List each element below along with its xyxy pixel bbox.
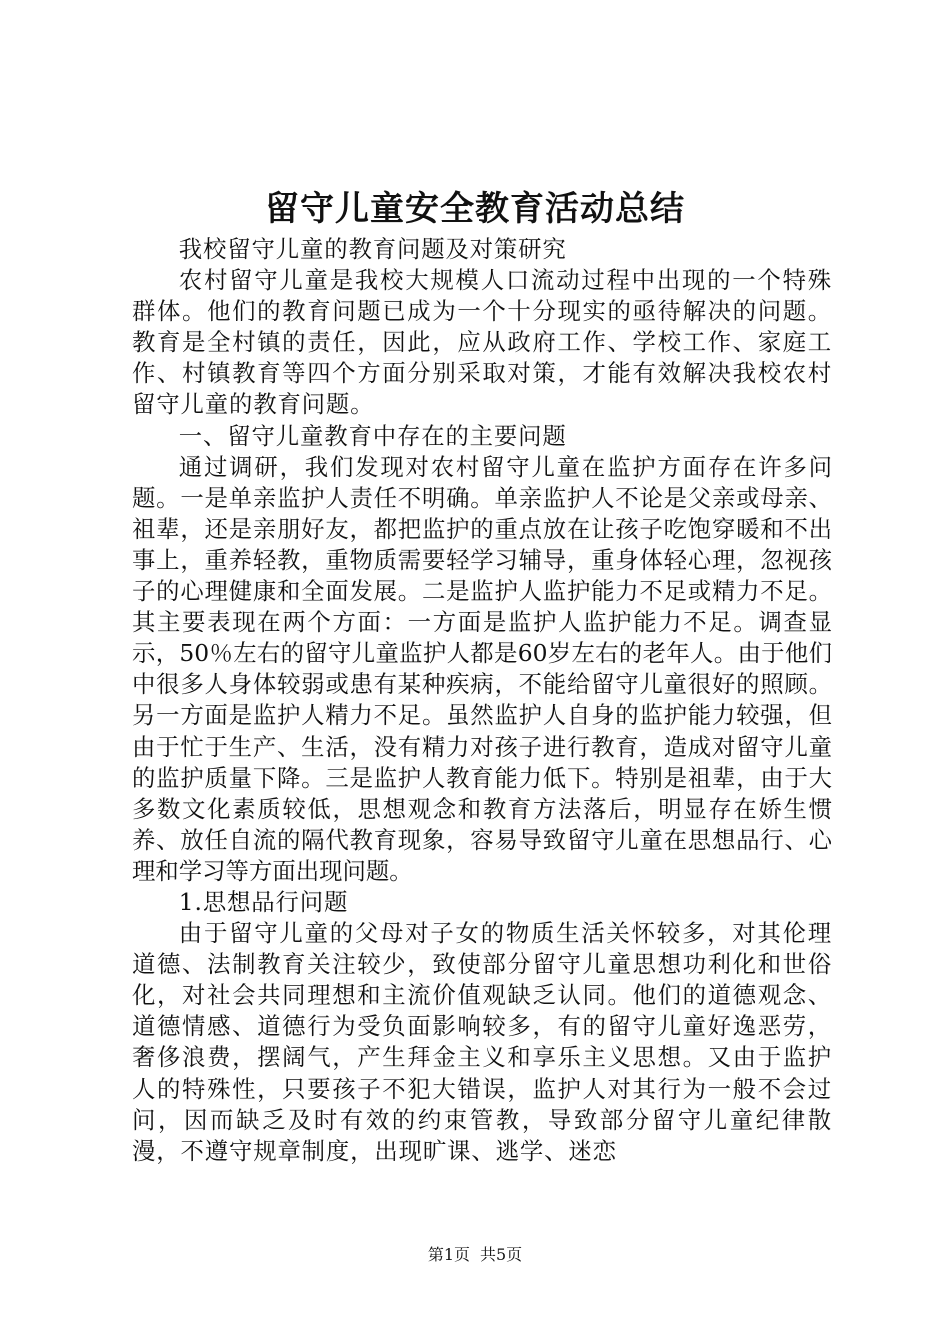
document-title: 留守儿童安全教育活动总结 (265, 189, 685, 229)
paragraph-intro: 农村留守儿童是我校大规模人口流动过程中出现的一个特殊群体。他们的教育问题已成为一个十分现实的亟待解决的问题。教育是全村镇的责任，因此，应从政府工作、学校工作、家庭工作、村镇教育等四个方面分别采取对策，才能有效解决我校农村留守儿童的教育问题。 (132, 266, 832, 419)
section-heading-main-problems: 一、留守儿童教育中存在的主要问题 (178, 421, 567, 450)
page-number: 第1页 (427, 1245, 470, 1264)
paragraph-guardianship-problems: 通过调研，我们发现对农村留守儿童在监护方面存在许多问题。一是单亲监护人责任不明确。单亲监护人不论是父亲或母亲、祖辈，还是亲朋好友，都把监护的重点放在让孩子吃饱穿暖和不出事上，重养轻教，重物质需要轻学习辅导，重身体轻心理，忽视孩子的心理健康和全面发展。二是监护人监护能力不足或精力不足。其主要表现在两个方面：一方面是监护人监护能力不足。调查显示，50％左右的留守儿童监护人都是60岁左右的老年人。由于他们中很多人身体较弱或患有某种疾病，不能给留守儿童很好的照顾。另一方面是监护人精力不足。虽然监护人自身的监护能力较强，但由于忙于生产、生活，没有精力对孩子进行教育，造成对留守儿童的监护质量下降。三是监护人教育能力低下。特别是祖辈，由于大多数文化素质较低，思想观念和教育方法落后，明显存在娇生惯养、放任自流的隔代教育现象，容易导致留守儿童在思想品行、心理和学习等方面出现问题。 (132, 452, 832, 885)
page-total: 共5页 (480, 1245, 523, 1264)
page-footer (0, 1243, 950, 1267)
paragraph-subtitle: 我校留守儿童的教育问题及对策研究 (178, 235, 567, 263)
paragraph-moral-behavior: 由于留守儿童的父母对子女的物质生活关怀较多，对其伦理道德、法制教育关注较少，致使部分留守儿童思想功利化和世俗化，对社会共同理想和主流价值观缺乏认同。他们的道德观念、道德情感、道德行为受负面影响较多，有的留守儿童好逸恶劳，奢侈浪费，摆阔气，产生拜金主义和享乐主义思想。又由于监护人的特殊性，只要孩子不犯大错误，监护人对其行为一般不会过问，因而缺乏及时有效的约束管教，导致部分留守儿童纪律散漫，不遵守规章制度，出现旷课、逃学、迷恋 (132, 919, 832, 1165)
document-body (132, 234, 832, 1167)
subheading-moral-behavior: 1.思想品行问题 (178, 887, 349, 916)
